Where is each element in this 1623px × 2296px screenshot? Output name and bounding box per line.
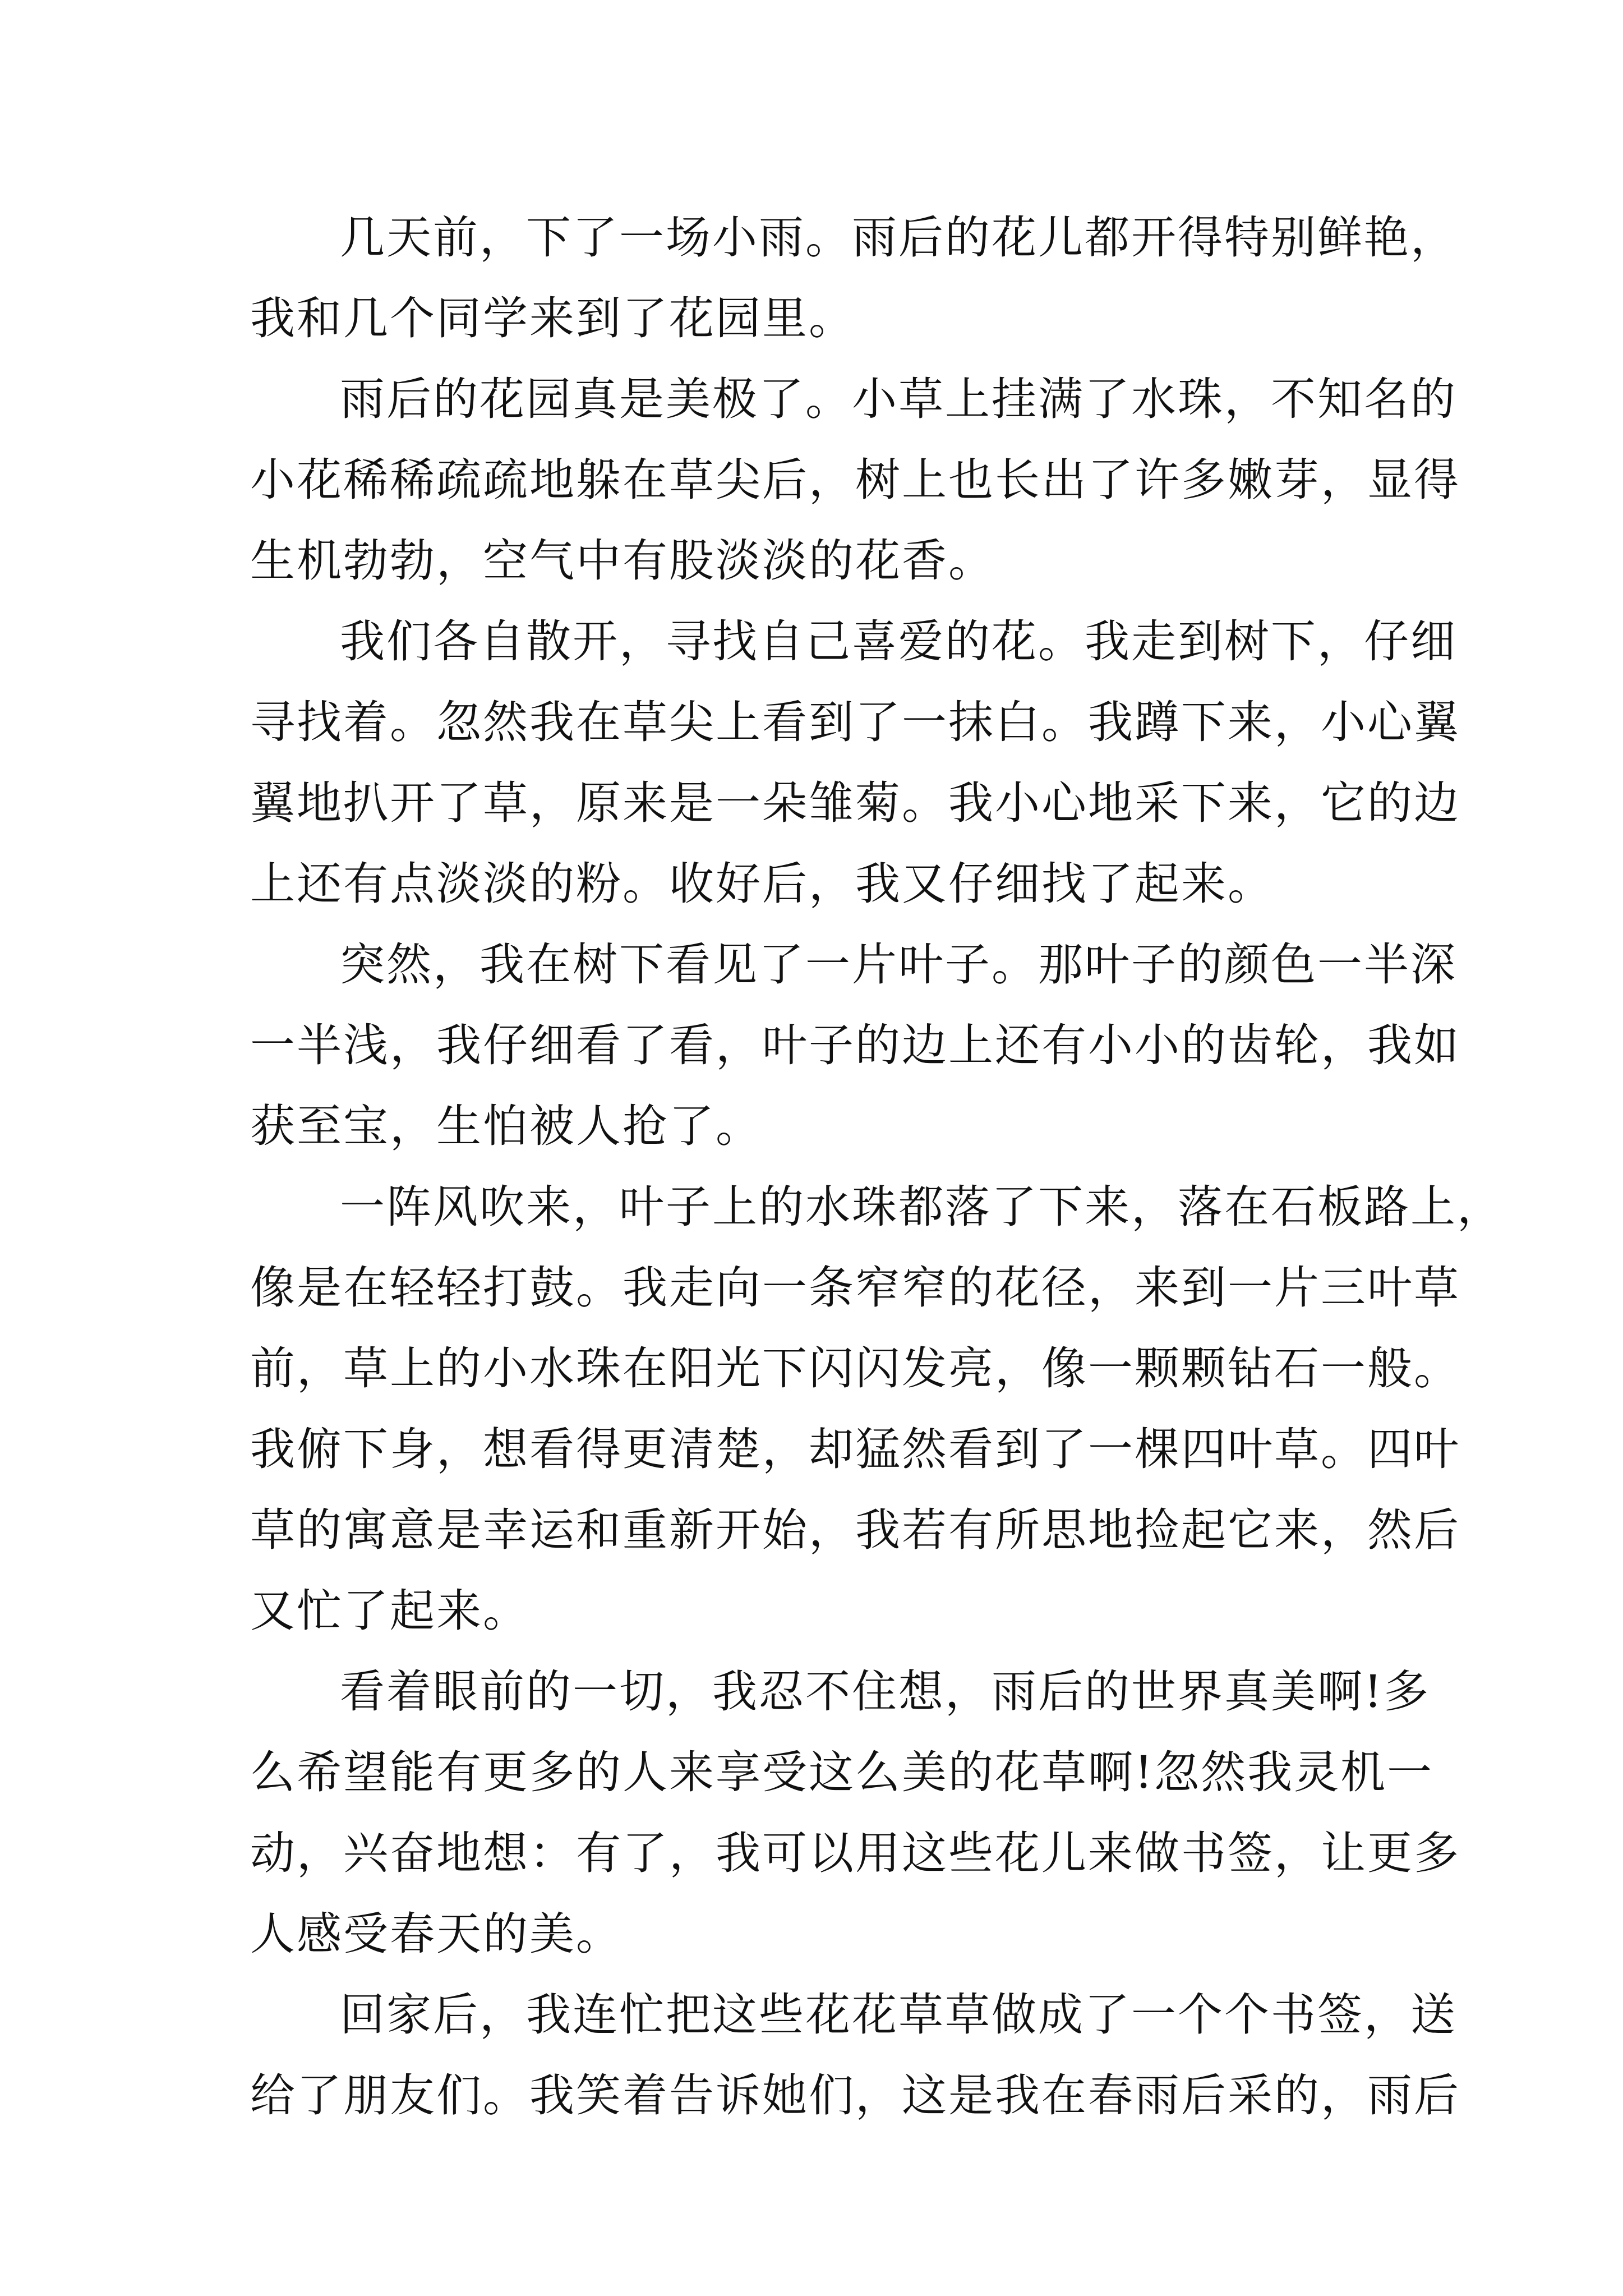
text-line: 我和几个同学来到了花园里。 bbox=[250, 292, 855, 344]
paragraph-6 bbox=[250, 1651, 1460, 1975]
paragraph-7 bbox=[250, 1975, 1460, 2136]
text-line: 翼地扒开了草，原来是一朵雏菊。我小心地采下来，它的边 bbox=[250, 777, 1460, 829]
text-line: 动，兴奋地想：有了，我可以用这些花儿来做书签，让更多 bbox=[250, 1827, 1460, 1879]
text-line: 雨后的花园真是美极了。小草上挂满了水珠，不知名的 bbox=[340, 373, 1457, 425]
text-line: 一阵风吹来，叶子上的水珠都落了下来，落在石板路上， bbox=[340, 1181, 1504, 1233]
paragraph-4 bbox=[250, 924, 1460, 1167]
text-line: 一半浅，我仔细看了看，叶子的边上还有小小的齿轮，我如 bbox=[250, 1019, 1460, 1071]
text-line: 我们各自散开，寻找自己喜爱的花。我走到树下，仔细 bbox=[340, 615, 1457, 668]
text-line: 前，草上的小水珠在阳光下闪闪发亮，像一颗颗钻石一般。 bbox=[250, 1342, 1460, 1395]
text-line: 小花稀稀疏疏地躲在草尖后，树上也长出了许多嫩芽，显得 bbox=[250, 454, 1460, 506]
text-line: 突然，我在树下看见了一片叶子。那叶子的颜色一半深 bbox=[340, 938, 1457, 991]
paragraph-3 bbox=[250, 601, 1460, 924]
text-line: 像是在轻轻打鼓。我走向一条窄窄的花径，来到一片三叶草 bbox=[250, 1262, 1460, 1314]
text-line: 获至宝，生怕被人抢了。 bbox=[250, 1100, 762, 1152]
text-line: 上还有点淡淡的粉。收好后，我又仔细找了起来。 bbox=[250, 858, 1274, 910]
paragraph-1 bbox=[250, 197, 1457, 359]
text-line: 看着眼前的一切，我忍不住想，雨后的世界真美啊!多 bbox=[340, 1665, 1431, 1718]
text-line: 草的寓意是幸运和重新开始，我若有所思地捡起它来，然后 bbox=[250, 1504, 1460, 1556]
text-line: 几天前，下了一场小雨。雨后的花儿都开得特别鲜艳， bbox=[340, 211, 1457, 264]
text-line: 生机勃勃，空气中有股淡淡的花香。 bbox=[250, 535, 995, 587]
text-line: 寻找着。忽然我在草尖上看到了一抹白。我蹲下来，小心翼 bbox=[250, 696, 1460, 748]
text-line: 人感受春天的美。 bbox=[250, 1908, 623, 1960]
text-line: 回家后，我连忙把这些花花草草做成了一个个书签，送 bbox=[340, 1989, 1457, 2041]
text-line: 么希望能有更多的人来享受这么美的花草啊!忽然我灵机一 bbox=[250, 1746, 1434, 1798]
text-line: 给了朋友们。我笑着告诉她们，这是我在春雨后采的，雨后 bbox=[250, 2069, 1460, 2122]
essay-body bbox=[250, 197, 1504, 2136]
paragraph-2 bbox=[250, 359, 1460, 601]
text-line: 又忙了起来。 bbox=[250, 1585, 529, 1637]
text-line: 我俯下身，想看得更清楚，却猛然看到了一棵四叶草。四叶 bbox=[250, 1423, 1460, 1475]
paragraph-5 bbox=[250, 1167, 1504, 1651]
